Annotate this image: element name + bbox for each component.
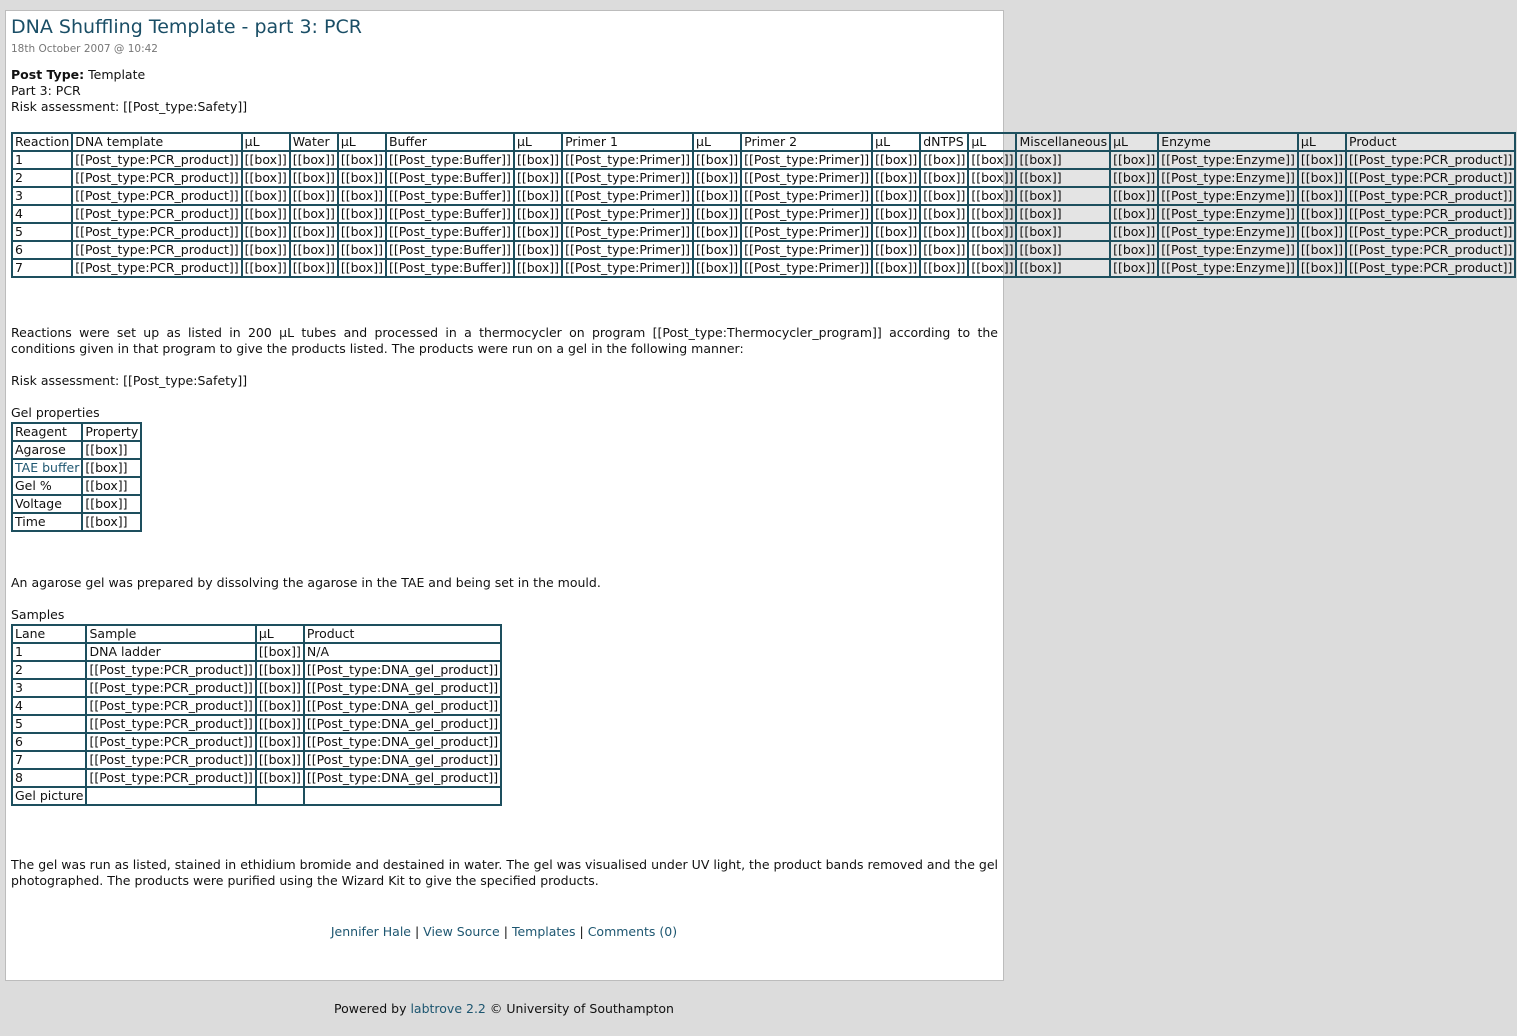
- table-cell: 2: [12, 169, 72, 187]
- table-cell: [[Post_type:Primer]]: [741, 169, 872, 187]
- table-row: [12, 187, 1515, 205]
- column-header: Property: [82, 423, 141, 441]
- table-cell: [[Post_type:PCR_product]]: [1346, 205, 1515, 223]
- property-cell: [[box]]: [82, 513, 141, 531]
- table-cell: 6: [12, 241, 72, 259]
- table-cell: [[box]]: [693, 259, 741, 277]
- post-type-value: Template: [88, 67, 146, 82]
- table-cell: [[Post_type:PCR_product]]: [72, 223, 241, 241]
- table-cell: [[Post_type:PCR_product]]: [86, 679, 255, 697]
- risk-assessment-top: Risk assessment: [[Post_type:Safety]]: [11, 99, 248, 114]
- table-cell: Gel picture: [12, 787, 86, 805]
- table-row: [12, 477, 141, 495]
- column-header: Lane: [12, 625, 86, 643]
- table-row: [12, 259, 1515, 277]
- table-cell: [86, 787, 255, 805]
- table-cell: [[box]]: [256, 661, 304, 679]
- table-cell: [[box]]: [968, 187, 1016, 205]
- table-cell: [[box]]: [872, 223, 920, 241]
- table-row: [12, 733, 501, 751]
- table-cell: [[box]]: [920, 151, 968, 169]
- table-row: [12, 679, 501, 697]
- table-row: [12, 169, 1515, 187]
- table-row: [12, 643, 501, 661]
- table-cell: [[box]]: [1110, 259, 1158, 277]
- table-cell: [[Post_type:Primer]]: [562, 169, 693, 187]
- table-cell: [[box]]: [693, 169, 741, 187]
- table-cell: [[box]]: [290, 205, 338, 223]
- footer-separator: |: [503, 924, 508, 939]
- column-header: Product: [1346, 133, 1515, 151]
- table-cell: [[box]]: [242, 241, 290, 259]
- table-cell: 3: [12, 679, 86, 697]
- table-cell: [[Post_type:DNA_gel_product]]: [304, 679, 501, 697]
- table-cell: [[box]]: [872, 169, 920, 187]
- reagent-cell: Voltage: [12, 495, 82, 513]
- table-cell: [[Post_type:PCR_product]]: [1346, 151, 1515, 169]
- table-cell: [[Post_type:PCR_product]]: [72, 241, 241, 259]
- table-cell: [[Post_type:Enzyme]]: [1158, 169, 1298, 187]
- table-cell: [[Post_type:PCR_product]]: [72, 205, 241, 223]
- table-cell: [[box]]: [1110, 187, 1158, 205]
- table-cell: [[box]]: [693, 241, 741, 259]
- table-cell: [[box]]: [968, 169, 1016, 187]
- column-header: Primer 1: [562, 133, 693, 151]
- table-row: [12, 715, 501, 733]
- table-cell: [[Post_type:PCR_product]]: [86, 697, 255, 715]
- table-cell: [[Post_type:Primer]]: [562, 241, 693, 259]
- table-cell: [[box]]: [968, 151, 1016, 169]
- table-row: [12, 459, 141, 477]
- author-link[interactable]: Jennifer Hale: [330, 924, 411, 939]
- table-cell: [[Post_type:DNA_gel_product]]: [304, 769, 501, 787]
- reactions-table: [11, 132, 1516, 278]
- table-cell: 7: [12, 751, 86, 769]
- post-meta: [11, 67, 247, 115]
- table-cell: [[box]]: [290, 223, 338, 241]
- table-cell: [[box]]: [242, 205, 290, 223]
- table-cell: [[box]]: [1016, 205, 1110, 223]
- table-cell: [[box]]: [1110, 241, 1158, 259]
- reagent-cell: Agarose: [12, 441, 82, 459]
- table-cell: [[Post_type:PCR_product]]: [1346, 223, 1515, 241]
- table-cell: [[box]]: [1298, 169, 1346, 187]
- column-header: µL: [256, 625, 304, 643]
- table-cell: [[box]]: [693, 151, 741, 169]
- table-cell: [[box]]: [1298, 259, 1346, 277]
- table-cell: [[Post_type:Enzyme]]: [1158, 151, 1298, 169]
- reagent-cell: [12, 459, 82, 477]
- table-row: [12, 441, 141, 459]
- column-header: Product: [304, 625, 501, 643]
- gel-properties-caption: Gel properties: [11, 405, 100, 420]
- table-cell: [[box]]: [968, 223, 1016, 241]
- table-cell: [[box]]: [338, 205, 386, 223]
- column-header: Sample: [86, 625, 255, 643]
- table-cell: [[Post_type:PCR_product]]: [72, 259, 241, 277]
- table-cell: [[box]]: [920, 205, 968, 223]
- table-cell: [[box]]: [968, 259, 1016, 277]
- column-header: µL: [514, 133, 562, 151]
- table-cell: [[box]]: [256, 715, 304, 733]
- table-cell: [[Post_type:PCR_product]]: [1346, 187, 1515, 205]
- table-cell: [[box]]: [872, 187, 920, 205]
- table-cell: [[Post_type:Primer]]: [741, 223, 872, 241]
- table-cell: [[box]]: [290, 169, 338, 187]
- table-cell: [[box]]: [872, 151, 920, 169]
- table-cell: 6: [12, 733, 86, 751]
- table-cell: [[box]]: [693, 187, 741, 205]
- table-header-row: [12, 625, 501, 643]
- table-cell: [[box]]: [693, 223, 741, 241]
- gel-description: An agarose gel was prepared by dissolving the agarose in the TAE and being set in the mould.: [11, 575, 601, 590]
- post-footer-links: [0, 924, 1008, 940]
- table-cell: [[Post_type:Primer]]: [741, 259, 872, 277]
- table-cell: [[box]]: [242, 169, 290, 187]
- table-cell: [[box]]: [920, 241, 968, 259]
- risk-assessment-mid: Risk assessment: [[Post_type:Safety]]: [11, 373, 248, 388]
- column-header: µL: [968, 133, 1016, 151]
- table-cell: [[Post_type:PCR_product]]: [1346, 259, 1515, 277]
- table-cell: [[box]]: [256, 643, 304, 661]
- table-cell: [[Post_type:DNA_gel_product]]: [304, 751, 501, 769]
- table-cell: [[Post_type:Primer]]: [562, 151, 693, 169]
- table-cell: [[box]]: [872, 259, 920, 277]
- table-cell: [[box]]: [514, 187, 562, 205]
- table-cell: [[box]]: [514, 223, 562, 241]
- table-cell: [[box]]: [968, 241, 1016, 259]
- column-header: Miscellaneous: [1016, 133, 1110, 151]
- table-cell: [[box]]: [256, 733, 304, 751]
- table-cell: [[box]]: [514, 169, 562, 187]
- table-cell: [[Post_type:Primer]]: [562, 205, 693, 223]
- table-cell: [[Post_type:Enzyme]]: [1158, 241, 1298, 259]
- table-cell: 7: [12, 259, 72, 277]
- column-header: Buffer: [386, 133, 514, 151]
- post-type-label: Post Type:: [11, 67, 85, 82]
- table-cell: [[box]]: [290, 259, 338, 277]
- table-cell: [[box]]: [1110, 205, 1158, 223]
- table-cell: [[Post_type:Buffer]]: [386, 259, 514, 277]
- table-cell: 5: [12, 715, 86, 733]
- reaction-description: Reactions were set up as listed in 200 µL tubes and processed in a thermocycler on program [[Post_type:Thermocycler_program]] according to the conditions given in that program to give the products listed. The products were run on a gel in the following manner:: [11, 325, 998, 356]
- table-cell: [[Post_type:Buffer]]: [386, 205, 514, 223]
- table-cell: [[box]]: [1298, 151, 1346, 169]
- table-cell: [[box]]: [514, 259, 562, 277]
- table-cell: [[Post_type:Primer]]: [741, 205, 872, 223]
- table-cell: [[box]]: [338, 223, 386, 241]
- table-cell: 4: [12, 697, 86, 715]
- table-cell: [[box]]: [920, 169, 968, 187]
- table-cell: [[box]]: [920, 223, 968, 241]
- table-cell: [[box]]: [290, 151, 338, 169]
- table-cell: [[Post_type:Enzyme]]: [1158, 187, 1298, 205]
- tae-buffer-link[interactable]: TAE buffer: [15, 460, 80, 475]
- column-header: µL: [693, 133, 741, 151]
- column-header: µL: [1110, 133, 1158, 151]
- table-cell: [[box]]: [1016, 241, 1110, 259]
- table-cell: [[Post_type:Buffer]]: [386, 223, 514, 241]
- table-row: [12, 769, 501, 787]
- table-cell: [[box]]: [1110, 169, 1158, 187]
- view-source-link[interactable]: View Source: [423, 924, 500, 939]
- table-cell: [[box]]: [242, 223, 290, 241]
- table-cell: [[box]]: [256, 679, 304, 697]
- table-cell: [[Post_type:Buffer]]: [386, 151, 514, 169]
- table-cell: [[Post_type:PCR_product]]: [1346, 241, 1515, 259]
- column-header: µL: [338, 133, 386, 151]
- table-cell: [[box]]: [256, 769, 304, 787]
- table-cell: [[Post_type:Primer]]: [562, 223, 693, 241]
- table-cell: [[Post_type:DNA_gel_product]]: [304, 715, 501, 733]
- table-cell: [[box]]: [338, 169, 386, 187]
- column-header: µL: [872, 133, 920, 151]
- column-header: µL: [1298, 133, 1346, 151]
- labtrove-link[interactable]: labtrove 2.2: [410, 1001, 486, 1016]
- gel-properties-table: [11, 422, 142, 532]
- column-header: dNTPS: [920, 133, 968, 151]
- table-row: [12, 697, 501, 715]
- table-cell: [[box]]: [290, 187, 338, 205]
- table-cell: [[box]]: [338, 241, 386, 259]
- column-header: Water: [290, 133, 338, 151]
- table-cell: [[box]]: [920, 187, 968, 205]
- table-cell: [[Post_type:PCR_product]]: [72, 151, 241, 169]
- table-cell: [[Post_type:PCR_product]]: [72, 169, 241, 187]
- reagent-cell: Time: [12, 513, 82, 531]
- table-cell: [[box]]: [514, 241, 562, 259]
- table-row: [12, 661, 501, 679]
- table-cell: [[box]]: [1016, 223, 1110, 241]
- table-cell: [[box]]: [242, 151, 290, 169]
- table-row: [12, 495, 141, 513]
- table-cell: [[Post_type:Primer]]: [741, 151, 872, 169]
- table-cell: [[box]]: [1016, 151, 1110, 169]
- table-cell: [[box]]: [338, 151, 386, 169]
- table-cell: [[box]]: [1016, 259, 1110, 277]
- table-cell: [[Post_type:Enzyme]]: [1158, 223, 1298, 241]
- table-cell: [[Post_type:DNA_gel_product]]: [304, 661, 501, 679]
- property-cell: [[box]]: [82, 459, 141, 477]
- post-date: 18th October 2007 @ 10:42: [11, 43, 158, 55]
- table-cell: [[Post_type:PCR_product]]: [86, 733, 255, 751]
- table-cell: DNA ladder: [86, 643, 255, 661]
- comments-link[interactable]: Comments (0): [587, 924, 678, 939]
- templates-link[interactable]: Templates: [511, 924, 576, 939]
- table-cell: [[Post_type:PCR_product]]: [86, 715, 255, 733]
- column-header: Reagent: [12, 423, 82, 441]
- table-cell: [[Post_type:PCR_product]]: [72, 187, 241, 205]
- table-cell: [[Post_type:PCR_product]]: [86, 661, 255, 679]
- table-cell: 1: [12, 151, 72, 169]
- table-cell: [[box]]: [920, 259, 968, 277]
- column-header: Primer 2: [741, 133, 872, 151]
- samples-table: [11, 624, 502, 806]
- samples-caption: Samples: [11, 607, 65, 622]
- reagent-cell: Gel %: [12, 477, 82, 495]
- table-cell: [[box]]: [290, 241, 338, 259]
- table-row: [12, 751, 501, 769]
- table-row: [12, 513, 141, 531]
- table-cell: [[Post_type:Buffer]]: [386, 241, 514, 259]
- table-cell: [[box]]: [242, 259, 290, 277]
- table-cell: [[box]]: [1110, 223, 1158, 241]
- table-cell: [[box]]: [1298, 241, 1346, 259]
- table-cell: [[box]]: [256, 751, 304, 769]
- table-cell: [[Post_type:Primer]]: [741, 187, 872, 205]
- table-row: [12, 787, 501, 805]
- column-header: Reaction: [12, 133, 72, 151]
- table-cell: [[box]]: [1298, 223, 1346, 241]
- table-cell: [[box]]: [872, 205, 920, 223]
- table-cell: 8: [12, 769, 86, 787]
- table-cell: [[box]]: [338, 259, 386, 277]
- post-type-line: [11, 67, 247, 83]
- table-cell: [[Post_type:Primer]]: [562, 259, 693, 277]
- table-cell: 1: [12, 643, 86, 661]
- table-cell: [[Post_type:DNA_gel_product]]: [304, 733, 501, 751]
- column-header: Enzyme: [1158, 133, 1298, 151]
- footer-separator: |: [414, 924, 420, 939]
- table-cell: [[box]]: [514, 205, 562, 223]
- table-cell: [[Post_type:Buffer]]: [386, 187, 514, 205]
- table-cell: [[box]]: [1298, 205, 1346, 223]
- table-cell: [[box]]: [338, 187, 386, 205]
- table-header-row: [12, 423, 141, 441]
- footer-separator: |: [579, 924, 584, 939]
- table-cell: [[Post_type:Primer]]: [562, 187, 693, 205]
- table-cell: [304, 787, 501, 805]
- table-cell: 2: [12, 661, 86, 679]
- table-cell: [[Post_type:PCR_product]]: [1346, 169, 1515, 187]
- table-cell: [256, 787, 304, 805]
- table-cell: 5: [12, 223, 72, 241]
- column-header: DNA template: [72, 133, 241, 151]
- table-cell: [[box]]: [1110, 151, 1158, 169]
- table-cell: [[box]]: [968, 205, 1016, 223]
- part-line: Part 3: PCR: [11, 83, 81, 98]
- table-cell: [[Post_type:PCR_product]]: [86, 751, 255, 769]
- table-cell: [[Post_type:Primer]]: [741, 241, 872, 259]
- table-cell: [[Post_type:PCR_product]]: [86, 769, 255, 787]
- table-cell: [[Post_type:DNA_gel_product]]: [304, 697, 501, 715]
- table-cell: N/A: [304, 643, 501, 661]
- table-cell: [[box]]: [1016, 169, 1110, 187]
- powered-by: [0, 1001, 1008, 1017]
- powered-prefix: Powered by: [334, 1001, 407, 1016]
- table-cell: [[Post_type:Enzyme]]: [1158, 259, 1298, 277]
- post-title: DNA Shuffling Template - part 3: PCR: [11, 16, 362, 38]
- table-cell: 4: [12, 205, 72, 223]
- powered-suffix: © University of Southampton: [489, 1001, 674, 1016]
- table-cell: [[box]]: [242, 187, 290, 205]
- table-cell: [[box]]: [1298, 187, 1346, 205]
- table-cell: 3: [12, 187, 72, 205]
- table-row: [12, 241, 1515, 259]
- table-cell: [[box]]: [256, 697, 304, 715]
- column-header: µL: [242, 133, 290, 151]
- table-cell: [[box]]: [1016, 187, 1110, 205]
- table-cell: [[Post_type:Buffer]]: [386, 169, 514, 187]
- table-header-row: [12, 133, 1515, 151]
- table-cell: [[box]]: [514, 151, 562, 169]
- table-row: [12, 151, 1515, 169]
- property-cell: [[box]]: [82, 477, 141, 495]
- table-row: [12, 205, 1515, 223]
- table-cell: [[box]]: [872, 241, 920, 259]
- table-cell: [[box]]: [693, 205, 741, 223]
- property-cell: [[box]]: [82, 441, 141, 459]
- property-cell: [[box]]: [82, 495, 141, 513]
- table-cell: [[Post_type:Enzyme]]: [1158, 205, 1298, 223]
- table-row: [12, 223, 1515, 241]
- gel-run-description: The gel was run as listed, stained in ethidium bromide and destained in water. The gel was visualised under UV light, the product bands removed and the gel photographed. The products were purified using the Wizard Kit to give the specified products.: [11, 857, 998, 888]
